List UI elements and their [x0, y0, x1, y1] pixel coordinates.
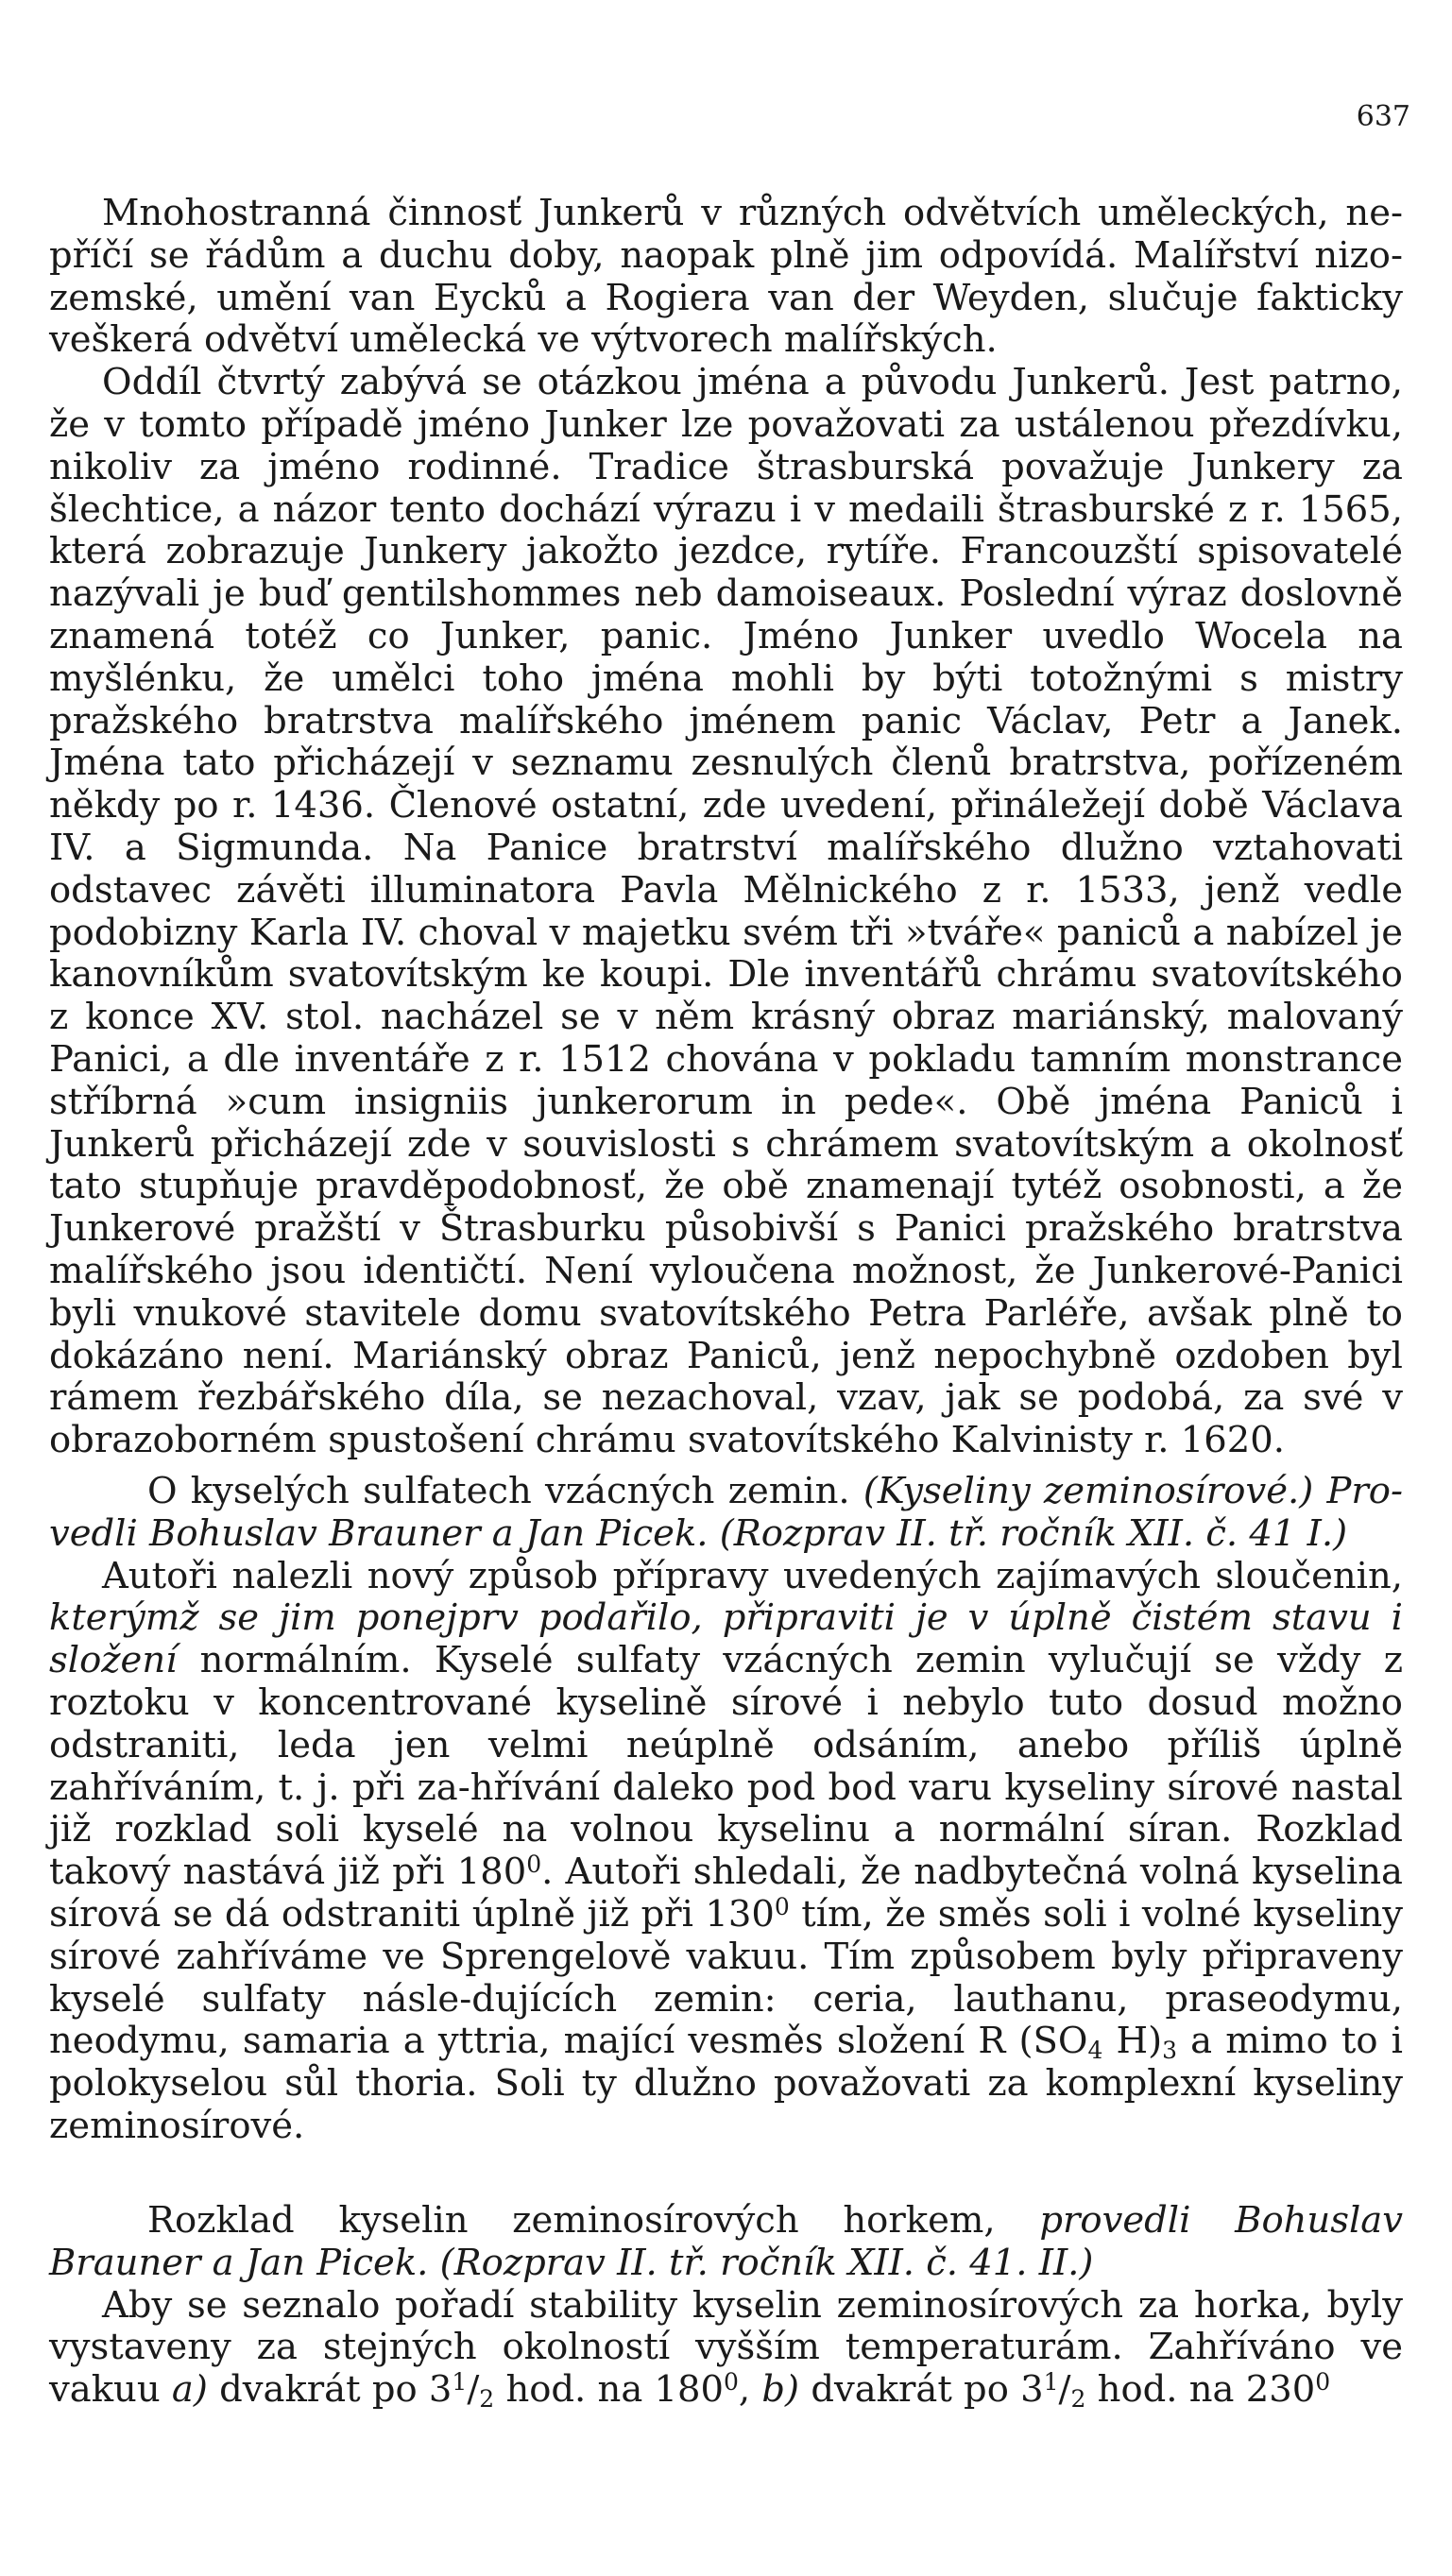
- section-3-heading: Rozklad kyselin zeminosírových horkem, provedli Bohuslav Brauner a Jan Picek. (Rozprav II. tř. ročník XII. č. 41. II.): [49, 2199, 1403, 2284]
- page-number: 637: [1356, 100, 1410, 133]
- section-1: [49, 193, 1403, 1462]
- section-2-heading: O kyselých sulfatech vzácných zemin. (Kyseliny zeminosírové.) Pro-vedli Bohuslav Brauner a Jan Picek. (Rozprav II. tř. ročník XII. č. 41 I.): [49, 1470, 1403, 1555]
- paragraph-2: Oddíl čtvrtý zabývá se otázkou jména a původu Junkerů. Jest patrno, že v tomto případě jméno Junker lze považovati za ustálenou přezdívku, nikoliv za jméno rodinné. Tradice štrasburská považuje Junkery za šlechtice, a názor tento dochází výrazu i v medaili štrasburské z r. 1565, která zobrazuje Junkery jakožto jezdce, rytíře. Francouzští spisovatelé nazývali je buď gentilshommes neb damoiseaux. Poslední výraz doslovně znamená totéž co Junker, panic. Jméno Junker uvedlo Wocela na myšlénku, že umělci toho jména mohli by býti totožnými s mistry pražského bratrstva malířského jménem panic Václav, Petr a Janek. Jména tato přicházejí v seznamu zesnulých členů bratrstva, pořízeném někdy po r. 1436. Členové ostatní, zde uvedení, přináležejí době Václava IV. a Sigmunda. Na Panice bratrství malířského dlužno vztahovati odstavec závěti illuminatora Pavla Mělnického z r. 1533, jenž vedle podobizny Karla IV. choval v majetku svém tři »tváře« paniců a nabízel je kanovníkům svatovítským ke koupi. Dle inventářů chrámu svatovítského z konce XV. stol. nacházel se v něm krásný obraz mariánský, malovaný Panici, a dle inventáře z r. 1512 chována v pokladu tamním monstrance stříbrná »cum insigniis junkerorum in pede«. Obě jména Paniců i Junkerů přicházejí zde v souvislosti s chrámem svatovítským a okolnosť tato stupňuje pravděpodobnosť, že obě znamenají tytéž osobnosti, a že Junkerové pražští v Štrasburku působivší s Panici pražského bratrstva malířského jsou identičtí. Není vyloučena možnost, že Junkerové-Panici byli vnukové stavitele domu svatovítského Petra Parléře, avšak plně to dokázáno není. Mariánský obraz Paniců, jenž nepochybně ozdoben byl rámem řezbářského díla, se nezachoval, vzav, jak se podobá, za své v obrazoborném spustošení chrámu svatovítského Kalvinisty r. 1620.: [49, 361, 1404, 1462]
- section-2: [49, 1471, 1403, 2148]
- section-2-paragraph: Autoři nalezli nový způsob přípravy uvedených zajímavých sloučenin, kterýmž se jim ponejprv podařilo, připraviti je v úplně čistém stavu i složení normálním. Kyselé sulfaty vzácných zemin vylučují se vždy z roztoku v koncentrované kyselině sírové i nebylo tuto dosud možno odstraniti, leda jen velmi neúplně odsáním, anebo příliš úplně zahříváním, t. j. při za-hřívání daleko pod bod varu kyseliny sírové nastal již rozklad soli kyselé na volnou kyselinu a normální síran. Rozklad takový nastává již při $180^0$. Autoři shledali, že nadbytečná volná kyselina sírová se dá odstraniti úplně již při $130^0$ tím, že směs soli i volné kyseliny sírové zahříváme ve Sprengelově vakuu. Tím způsobem byly připraveny kyselé sulfaty násle-dujících zemin: ceria, lauthanu, praseodymu, neodymu, samaria a yttria, mající vesměs složení R ($SO_4$ $H)_3$ a mimo to i polokyselou sůl thoria. Soli ty dlužno považovati za komplexní kyseliny zeminosírové.: [49, 1554, 1403, 2147]
- paragraph-1: Mnohostranná činnosť Junkerů v různých odvětvích uměleckých, ne- příčí se řádům a duchu doby, naopak plně jim odpovídá. Malířství nizo- zemské, umění van Eycků a Rogiera van der Weyden, slučuje fakticky veškerá odvětví umělecká ve výtvorech malířských.: [49, 192, 1403, 362]
- section-3-paragraph: Aby se seznalo pořadí stability kyselin zeminosírových za horka, byly vystaveny za stejných okolností vyšším temperaturám. Zahříváno ve vakuu a) dvakrát po $3^1/_2$ hod. na $180^0$, b) dvakrát po $3^1/_2$ hod. na $230^0$: [49, 2283, 1403, 2414]
- section-3: [49, 2200, 1403, 2412]
